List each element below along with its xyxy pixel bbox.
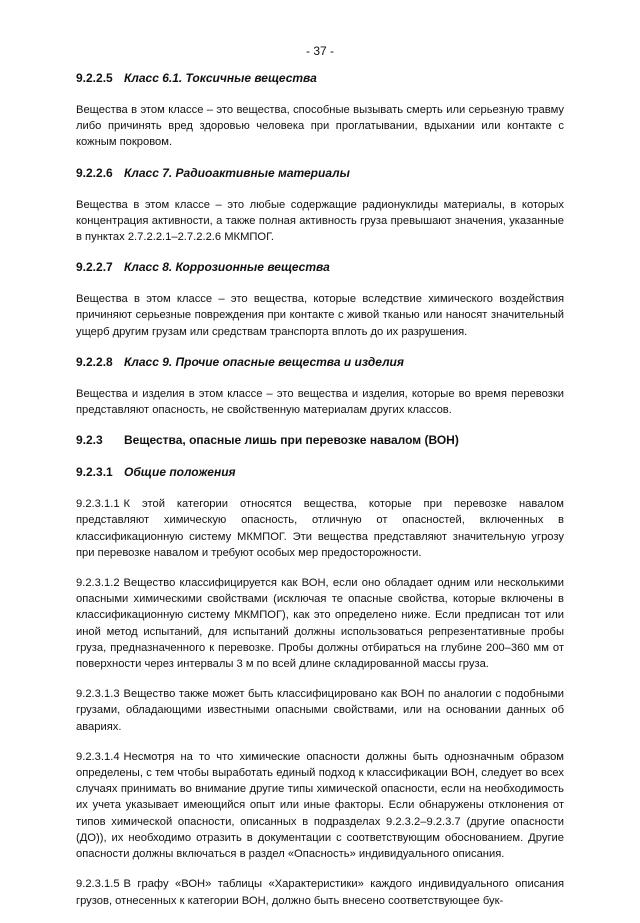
document-body (76, 70, 564, 923)
section-heading (76, 432, 564, 448)
section-title: Вещества, опасные лишь при перевозке навалом (ВОН) (124, 433, 459, 448)
paragraph (76, 876, 564, 908)
paragraph-text: Вещество классифицируется как ВОН, если оно обладает одним или несколькими опасными химическими свойствами (исключая те опасные свойства, которые включены в классификационную систему МКМПОГ), как это определено ниже. Если предписан тот или иной метод испытаний, для испытаний должны использоваться репрезентативные пробы груза, предназначенного к перевозке. Пробы должны отбираться на глубине 200–360 мм от поверхности через интервалы 3 м по всей длине складированной массы груза. (76, 577, 564, 671)
section-number: 9.2.3 (76, 433, 103, 448)
paragraph-number: 9.2.3.1.3 (76, 688, 120, 701)
paragraph (76, 575, 564, 672)
paragraph (76, 749, 564, 862)
section-title: Класс 6.1. Токсичные вещества (124, 71, 317, 85)
paragraph-text: Вещества в этом классе – это вещества, которые вследствие химического воздействия причиняют серьезные повреждения при контакте с живой тканью или наносят значительный ущерб другим грузам или средствам транспорта вплоть до их разрушения. (76, 293, 564, 338)
section-title: Класс 7. Радиоактивные материалы (124, 165, 350, 180)
paragraph (76, 291, 564, 340)
paragraph-text: В графу «ВОН» таблицы «Характеристики» каждого индивидуального описания грузов, отнесенных к категории ВОН, должно быть внесено соответствующее бук- (76, 878, 564, 907)
paragraph-number: 9.2.3.1.5 (76, 878, 120, 891)
paragraph-text: Несмотря на то что химические опасности должны быть однозначным образом определены, с тем чтобы выработать единый подход к классификации ВОН, следует во всех случаях принимать во внимание другие типы химической опасности, если на необходимость их учета указывает имеющийся опыт или иные факторы. Если обнаружены отклонения от типов химической опасности, описанных в подразделах 9.2.3.2–9.2.3.7 (другие опасности (ДО)), их необходимо отразить в документации с соответствующим обоснованием. Другие опасности должны включаться в раздел «Опасность» индивидуального описания. (76, 750, 564, 861)
section-heading (76, 259, 564, 275)
paragraph-text: К этой категории относятся вещества, которые при перевозке навалом представляют химическую опасность, отличную от опасностей, включенных в классификационную систему МКМПОГ. Эти вещества представляют значительную угрозу при перевозке навалом и требуют особых мер предосторожности. (76, 498, 564, 559)
paragraph-text: Вещества в этом классе – это любые содержащие радионуклиды материалы, в которых концентрация активности, а также полная активность груза превышают значения, указанные в пунктах 2.7.2.2.1–2.7.2.2.6 МКМПОГ. (76, 198, 564, 244)
section-number: 9.2.2.8 (76, 354, 113, 369)
section-title: Класс 8. Коррозионные вещества (124, 260, 330, 275)
paragraph (76, 102, 564, 151)
section-title: Класс 9. Прочие опасные вещества и изделия (124, 354, 404, 369)
section-heading (76, 464, 564, 480)
section-heading (76, 165, 564, 181)
paragraph-number: 9.2.3.1.4 (76, 750, 120, 763)
paragraph (76, 496, 564, 561)
section-number: 9.2.2.6 (76, 165, 113, 180)
section-number: 9.2.3.1 (76, 465, 113, 480)
section-heading (76, 354, 564, 370)
section-number: 9.2.2.7 (76, 260, 113, 275)
section-heading (76, 70, 564, 86)
paragraph-text: Вещества и изделия в этом классе – это вещества и изделия, которые во время перевозки представляют опасность, не свойственную материалам других классов. (76, 387, 564, 417)
paragraph-text: Вещество также может быть классифицировано как ВОН по аналогии с подобными грузами, обладающими известными опасными свойствами, или на основании данных об авариях. (76, 688, 564, 733)
paragraph (76, 386, 564, 418)
page-number: - 37 - (305, 44, 334, 58)
paragraph-number: 9.2.3.1.1 (76, 498, 120, 511)
section-title: Общие положения (124, 465, 236, 480)
paragraph-text: Вещества в этом классе – это вещества, способные вызывать смерть или серьезную травму либо причинять вред здоровью человека при проглатывании, вдыхании или контакте с кожным покровом. (76, 104, 564, 149)
section-number: 9.2.2.5 (76, 71, 113, 85)
paragraph (76, 686, 564, 735)
paragraph (76, 197, 564, 246)
paragraph-number: 9.2.3.1.2 (76, 577, 120, 590)
